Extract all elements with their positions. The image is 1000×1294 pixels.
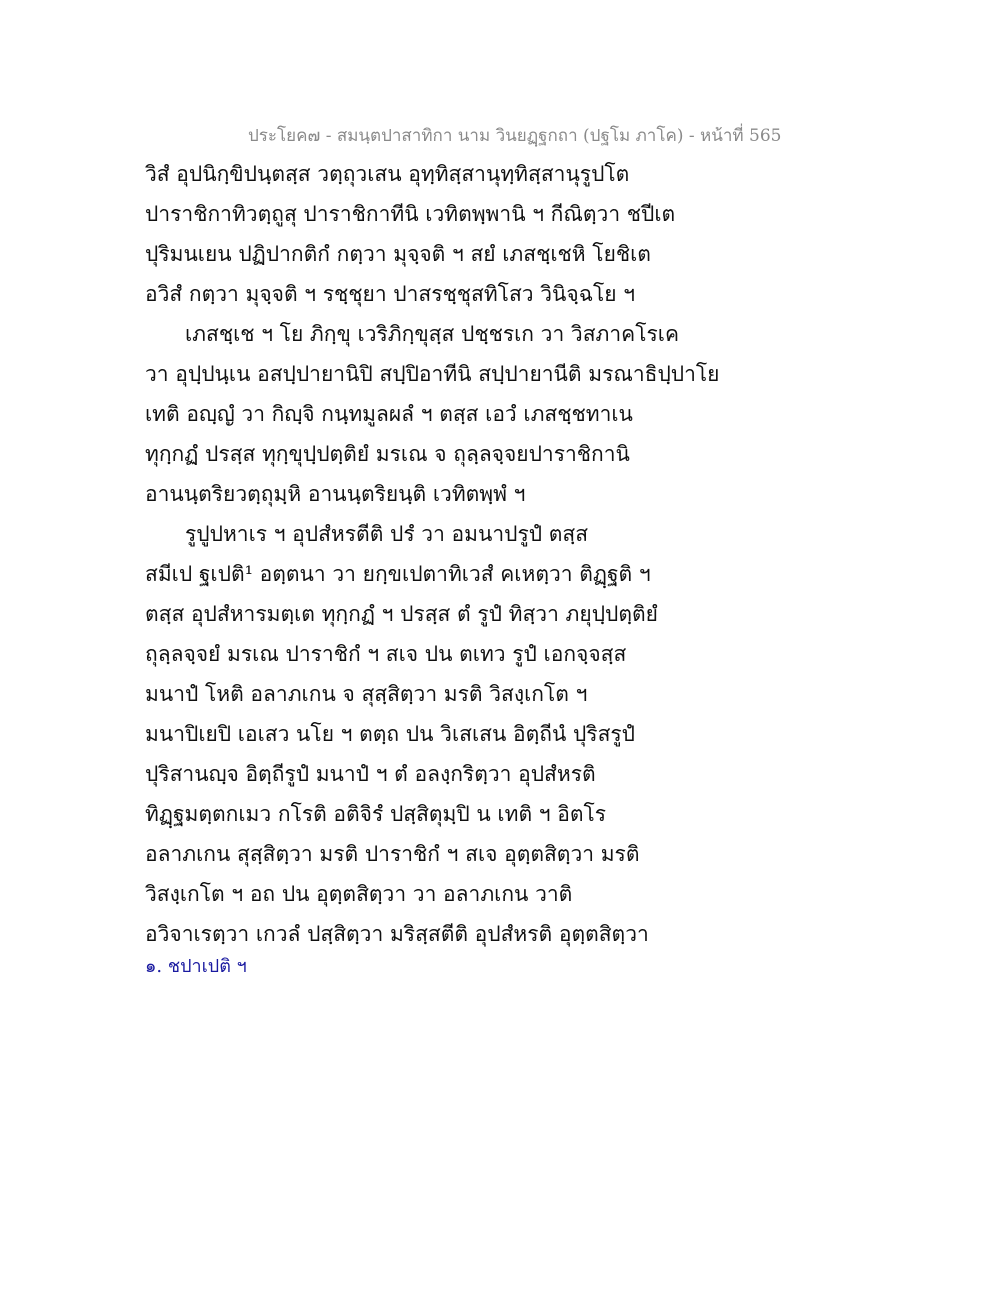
text-line: ทุกฺกฏํ ปรสฺส ทุกฺขุปฺปตฺติยํ มรเณ จ ถุลฺลจฺจยปาราชิกานิ — [145, 442, 630, 466]
running-header: ประโยค๗ - สมนฺตปาสาทิกา นาม วินยฏฺฐกถา (ปฐโม ภาโค) - หน้าที่ 565 — [248, 126, 782, 146]
text-line: วา อุปฺปนฺเน อสปฺปายานิปิ สปฺปิอาทีนิ สปฺปายานีติ มรณาธิปฺปาโย — [145, 362, 720, 386]
text-line: อวิสํ กตฺวา มุจฺจติ ฯ รชฺชุยา ปาสรชฺชุสทิโสว วินิจฺฉโย ฯ — [145, 282, 636, 306]
text-line: มนาปิเยปิ เอเสว นโย ฯ ตตฺถ ปน วิเสเสน อิตฺถีนํ ปุริสรูปํ — [145, 722, 636, 746]
text-line: ทิฏฺฐมตฺตกเมว กโรติ อติจิรํ ปสฺสิตุมฺปิ น เทติ ฯ อิตโร — [145, 802, 607, 826]
footnote: ๑. ชปาเปติ ฯ — [145, 956, 247, 977]
text-line: มนาปํ โหติ อลาภเกน จ สุสฺสิตฺวา มรติ วิสงฺเกโต ฯ — [145, 682, 588, 706]
text-line: ถุลฺลจฺจยํ มรเณ ปาราชิกํ ฯ สเจ ปน ตเทว รูปํ เอกจฺจสฺส — [145, 642, 627, 666]
text-line: ตสฺส อุปสํหารมตฺเต ทุกฺกฏํ ฯ ปรสฺส ตํ รูปํ ทิสฺวา ภยุปฺปตฺติยํ — [145, 602, 658, 626]
text-line: สมีเป ฐเปติ¹ อตฺตนา วา ยกฺขเปตาทิเวสํ คเหตฺวา ติฏฺฐติ ฯ — [145, 562, 651, 586]
paragraph-start-line: รูปูปหาเร ฯ อุปสํหรตีติ ปรํ วา อมนาปรูปํ ตสฺส — [185, 522, 589, 546]
text-line: ปุริมนเยน ปฏิปากติกํ กตฺวา มุจฺจติ ฯ สยํ เภสชฺเชหิ โยชิเต — [145, 242, 651, 266]
text-line: ปาราชิกาทิวตฺถูสุ ปาราชิกาทีนิ เวทิตพฺพานิ ฯ กีณิตฺวา ชปีเต — [145, 202, 676, 226]
text-line: อานนฺตริยวตฺถุมฺหิ อานนฺตริยนฺติ เวทิตพฺพํ ฯ — [145, 482, 526, 506]
paragraph-start-line: เภสชฺเช ฯ โย ภิกฺขุ เวริภิกฺขุสฺส ปชฺชรเก วา วิสภาคโรเค — [185, 322, 680, 346]
text-line: วิสํ อุปนิกฺขิปนฺตสฺส วตฺถุวเสน อุทฺทิสฺสานุทฺทิสฺสานุรูปโต — [145, 162, 630, 186]
text-line: อวิจาเรตฺวา เกวลํ ปสฺสิตฺวา มริสฺสตีติ อุปสํหรติ อุตฺตสิตฺวา — [145, 922, 649, 946]
text-line: ปุริสานญฺจ อิตฺถีรูปํ มนาปํ ฯ ตํ อลงฺกริตฺวา อุปสํหรติ — [145, 762, 596, 786]
text-line: อลาภเกน สุสฺสิตฺวา มรติ ปาราชิกํ ฯ สเจ อุตฺตสิตฺวา มรติ — [145, 842, 640, 866]
text-line: เทติ อญฺญํ วา กิญฺจิ กนฺทมูลผลํ ฯ ตสฺส เอวํ เภสชฺชทาเน — [145, 402, 633, 426]
text-line: วิสงฺเกโต ฯ อถ ปน อุตฺตสิตฺวา วา อลาภเกน วาติ — [145, 882, 573, 906]
body-text — [145, 154, 865, 954]
